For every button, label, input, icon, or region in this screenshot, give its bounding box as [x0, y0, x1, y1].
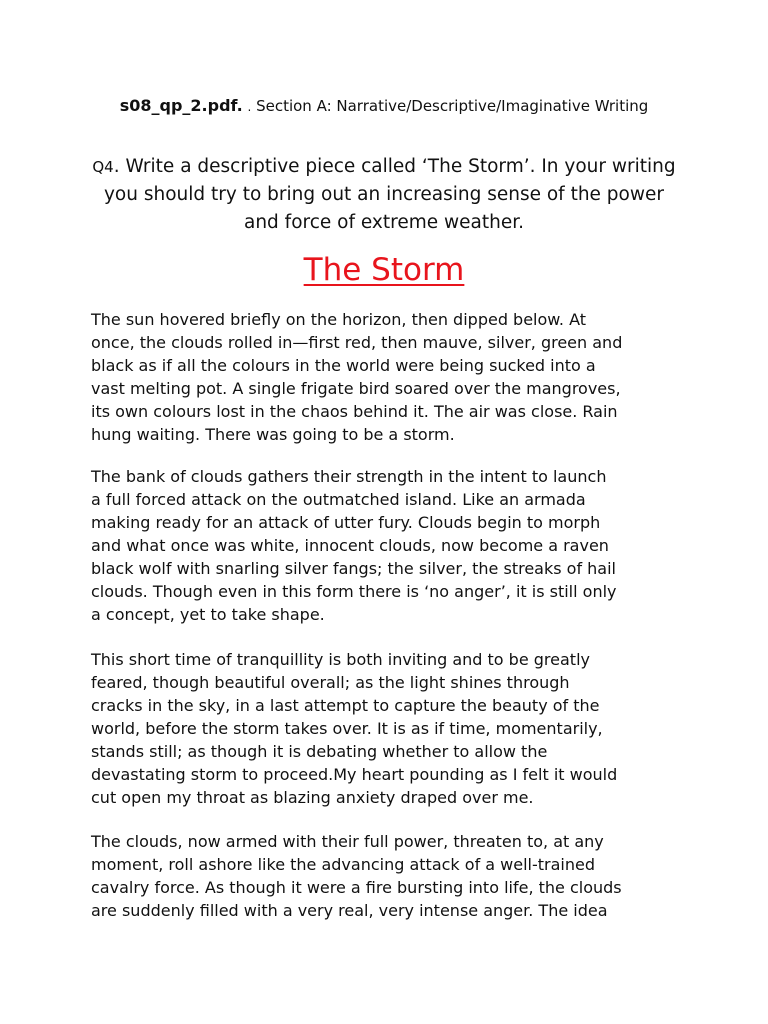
- section-heading: Section A: Narrative/Descriptive/Imaginative Writing: [256, 97, 649, 115]
- question-number: Q4: [92, 158, 114, 176]
- paragraph-1: The sun hovered briefly on the horizon, then dipped below. At once, the clouds rolled in—first red, then mauve, silver, green and black as if all the colours in the world were being sucked into a vast melting pot. A single frigate bird soared over the mangroves, its own colours lost in the chaos behind it. The air was close. Rain hung waiting. There was going to be a storm.: [91, 310, 623, 444]
- paragraph-3: This short time of tranquillity is both inviting and to be greatly feared, though beautiful overall; as the light shines through cracks in the sky, in a last attempt to capture the beauty of the world, before the storm takes over. It is as if time, momentarily, stands still; as though it is debating whether to allow the devastating storm to proceed.My heart pounding as I felt it would cut open my throat as blazing anxiety draped over me.: [91, 650, 618, 807]
- question-text: . Write a descriptive piece called ‘The Storm’. In your writing you should try to bring out an increasing sense of the power and force of extreme weather.: [103, 156, 676, 233]
- paragraph-2: The bank of clouds gathers their strength in the intent to launch a full forced attack on the outmatched island. Like an armada making ready for an attack of utter fury. Clouds begin to morph and what once was white, innocent clouds, now become a raven black wolf with snarling silver fangs; the silver, the streaks of hail clouds. Though even in this form there is ‘no anger’, it is still only a concept, yet to take shape.: [91, 467, 617, 624]
- question-prompt: [84, 153, 684, 237]
- source-filename: s08_qp_2.pdf.: [119, 96, 243, 115]
- header-separator: .: [247, 100, 252, 114]
- paragraph-4: The clouds, now armed with their full power, threaten to, at any moment, roll ashore like the advancing attack of a well-trained cavalry force. As though it were a fire bursting into life, the clouds are suddenly filled with a very real, very intense anger. The idea: [91, 832, 622, 920]
- document-header: [90, 94, 678, 119]
- essay-title: The Storm: [303, 252, 465, 288]
